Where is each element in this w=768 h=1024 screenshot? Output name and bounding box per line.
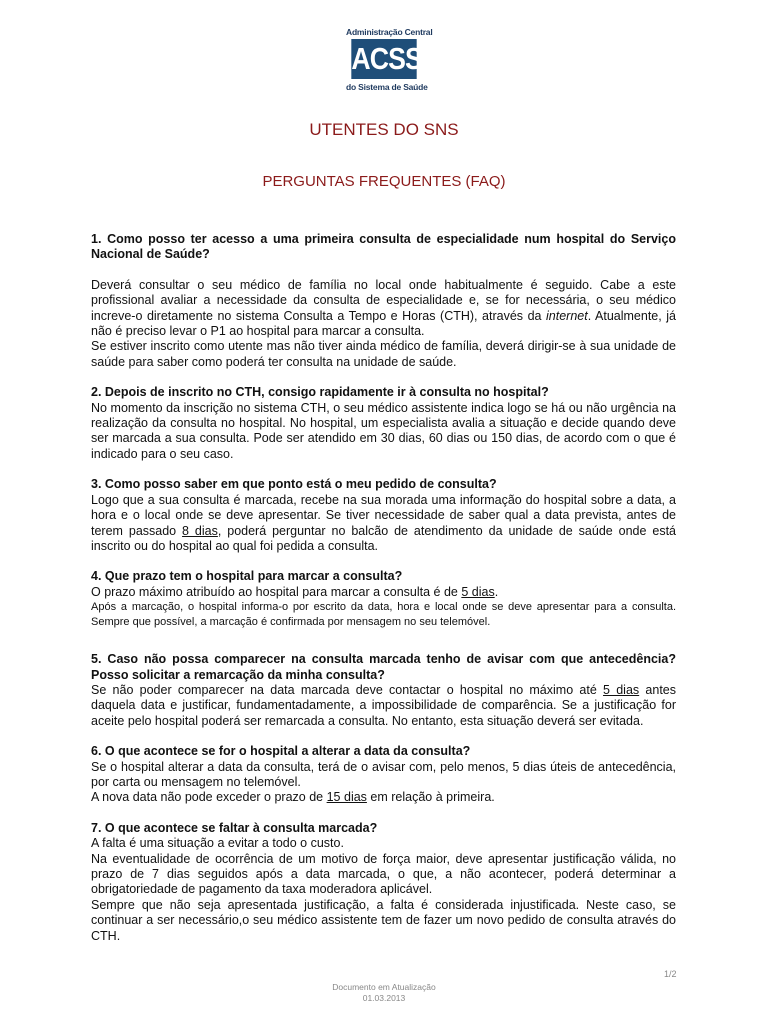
faq-answer-3: Logo que a sua consulta é marcada, recebe na sua morada uma informação do hospital sobre a data, a hora e o local onde se deve apresentar. Se tiver necessidade de saber qual a data prevista, antes de terem passado 8 dias, poderá perguntar no balcão de atendimento da unidade de saúde onde está inscrito ou do hospital ao qual foi pedida a consulta. bbox=[91, 492, 676, 553]
page-number: 1/2 bbox=[664, 969, 677, 979]
faq-question-7: 7. O que acontece se faltar à consulta marcada? bbox=[91, 820, 378, 835]
faq-question-2: 2. Depois de inscrito no CTH, consigo rapidamente ir à consulta no hospital? bbox=[91, 385, 549, 400]
faq-answer-2: No momento da inscrição no sistema CTH, o seu médico assistente indica logo se há ou não urgência na realização da consulta no hospital. No hospital, um especialista avalia a situação e decide quando deve ser marcada a sua consulta. Pode ser atendido em 30 dias, 60 dias ou 150 dias, de acordo com o que é indicado para o seu caso. bbox=[91, 400, 676, 461]
faq-answer-1-paragraph-1: Deverá consultar o seu médico de família no local onde habitualmente é seguido. Cabe a este profissional avaliar a necessidade da consulta de especialidade e, se for necessária, o seu médico increve-o diretamente no sistema Consulta a Tempo e Horas (CTH), através da internet. Atualmente, já não é preciso levar o P1 ao hospital para marcar a consulta. bbox=[91, 277, 676, 339]
underlined-5-dias: 5 dias bbox=[603, 682, 640, 697]
footer-date: 01.03.2013 bbox=[362, 993, 406, 1003]
faq-answer-7-paragraph-1: A falta é uma situação a evitar a todo o custo. bbox=[91, 836, 344, 851]
faq-question-4: 4. Que prazo tem o hospital para marcar a consulta? bbox=[91, 569, 403, 584]
page-subtitle: PERGUNTAS FREQUENTES (FAQ) bbox=[262, 173, 506, 190]
underlined-5-dias: 5 dias bbox=[461, 584, 495, 599]
logo-top-text: Administração Central bbox=[346, 27, 433, 37]
faq-question-1: 1. Como posso ter acesso a uma primeira consulta de especialidade num hospital do Serviço Nacional de Saúde? bbox=[91, 232, 676, 262]
faq-answer-7-paragraph-2: Na eventualidade de ocorrência de um motivo de força maior, deve apresentar justificação válida, no prazo de 7 dias seguidos após a data marcada, o que, a não acontecer, poderá determinar a obrigatoriedade de pagamento da taxa moderadora aplicável. bbox=[91, 851, 676, 897]
faq-answer-4-paragraph-1: O prazo máximo atribuído ao hospital para marcar a consulta é de 5 dias. bbox=[91, 584, 499, 599]
faq-content bbox=[91, 232, 676, 944]
faq-answer-7-paragraph-3: Sempre que não seja apresentada justificação, a falta é considerada injustificada. Neste caso, se continuar a ser necessário,o seu médico assistente tem de fazer um novo pedido de consulta através do CTH. bbox=[91, 897, 676, 943]
faq-answer-5: Se não poder comparecer na data marcada deve contactar o hospital no máximo até 5 dias antes daquela data e justificar, fundamentadamente, a impossibilidade de comparência. Se a justificação for aceite pelo hospital poderá ser remarcada a consulta. No entanto, esta situação deverá ser evitada. bbox=[91, 682, 676, 728]
footer-status: Documento em Atualização bbox=[332, 982, 436, 992]
logo-mark: ACSS bbox=[351, 39, 416, 79]
page-title: UTENTES DO SNS bbox=[309, 120, 459, 139]
faq-question-3: 3. Como posso saber em que ponto está o meu pedido de consulta? bbox=[91, 477, 497, 492]
underlined-15-dias: 15 dias bbox=[326, 790, 367, 805]
faq-answer-4-paragraph-2: Após a marcação, o hospital informa-o por escrito da data, hora e local onde se deve apresentar para a consulta. Sempre que possível, a marcação é confirmada por mensagem no seu telemóvel. bbox=[91, 601, 676, 629]
faq-answer-6-paragraph-2: A nova data não pode exceder o prazo de 15 dias em relação à primeira. bbox=[91, 790, 495, 805]
underlined-8-dias: 8 dias bbox=[182, 523, 218, 538]
internet-term: internet bbox=[546, 308, 588, 323]
faq-answer-1-paragraph-2: Se estiver inscrito como utente mas não tiver ainda médico de família, deverá dirigir-se à sua unidade de saúde para saber como poderá ter consulta na unidade de saúde. bbox=[91, 339, 676, 369]
faq-answer-6-paragraph-1: Se o hospital alterar a data da consulta, terá de o avisar com, pelo menos, 5 dias úteis de antecedência, por carta ou mensagem no telemóvel. bbox=[91, 759, 676, 789]
logo-bottom-text: do Sistema de Saúde bbox=[346, 82, 428, 92]
faq-question-6: 6. O que acontece se for o hospital a alterar a data da consulta? bbox=[91, 744, 471, 759]
acss-logo bbox=[346, 27, 433, 92]
faq-question-5: 5. Caso não possa comparecer na consulta marcada tenho de avisar com que antecedência? Posso solicitar a remarcação da minha consulta? bbox=[91, 652, 676, 682]
footer bbox=[0, 982, 768, 1004]
